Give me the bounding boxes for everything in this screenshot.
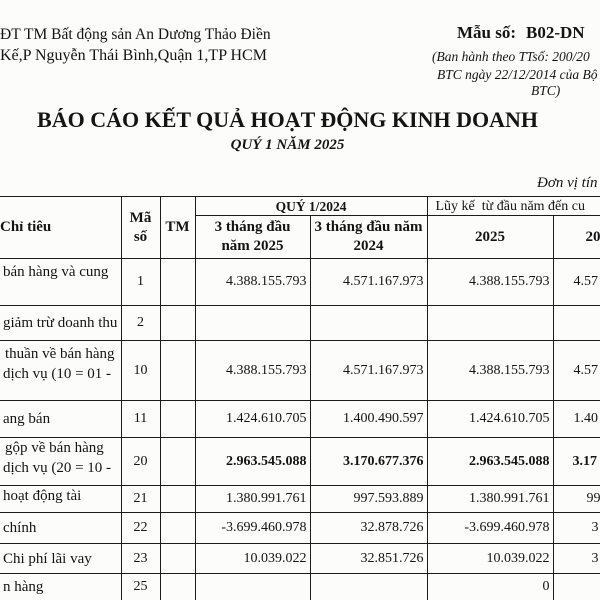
report-title: BÁO CÁO KẾT QUẢ HOẠT ĐỘNG KINH DOANH [37, 107, 538, 132]
table-header-line: 3 tháng đầu năm [314, 219, 423, 235]
row-label-line: thuần về bán hàng [5, 346, 115, 362]
row-ytd-prior: 99 [553, 486, 600, 513]
table-header-quarter-group: QUÝ 1/2024 [195, 197, 427, 216]
row-quarter-current: 2.963.545.088 [195, 438, 310, 486]
table-row [0, 341, 600, 401]
row-label [0, 574, 121, 600]
table-row [0, 513, 600, 544]
row-label-line: n hàng [3, 579, 44, 596]
report-period: QUÝ 1 NĂM 2025 [230, 137, 345, 153]
row-code: 22 [121, 513, 160, 544]
row-quarter-current: 1.380.991.761 [195, 486, 310, 513]
row-note [160, 259, 195, 306]
table-header-quarter-current [195, 216, 310, 259]
table-header-line: năm 2025 [221, 238, 284, 254]
company-address: Kế,P Nguyễn Thái Bình,Quận 1,TP HCM [0, 47, 267, 64]
row-code: 11 [121, 401, 160, 438]
company-name: ĐT TM Bất động sản An Dương Thảo Điền [0, 26, 271, 43]
row-label-line: giảm trừ doanh thu [3, 315, 118, 331]
row-label-line: bán hàng và cung [3, 264, 109, 280]
row-ytd-prior: 1.40 [553, 401, 600, 438]
row-note [160, 401, 195, 438]
row-quarter-prior: 4.571.167.973 [310, 341, 427, 401]
unit-label: Đơn vị tín [537, 175, 598, 191]
row-label [0, 259, 121, 306]
row-code: 25 [121, 574, 160, 600]
row-code: 23 [121, 544, 160, 574]
row-note [160, 544, 195, 574]
row-label-line: ang bán [3, 411, 51, 427]
row-ytd-prior: 4.57 [553, 259, 600, 306]
row-ytd-prior [553, 574, 600, 600]
table-row [0, 438, 600, 486]
row-quarter-current: 10.039.022 [195, 544, 310, 574]
row-label [0, 306, 121, 341]
table-header-line: 2024 [353, 238, 384, 254]
row-label [0, 486, 121, 513]
row-note [160, 341, 195, 401]
row-code: 2 [121, 306, 160, 341]
table-header-quarter-prior [310, 216, 427, 259]
row-label [0, 438, 121, 486]
row-quarter-current: 4.388.155.793 [195, 259, 310, 306]
table-row [0, 259, 600, 306]
row-note [160, 438, 195, 486]
issuance-note-line: (Ban hành theo TTsố: 200/20 [432, 49, 590, 64]
row-quarter-current [195, 574, 310, 600]
row-ytd-prior [553, 306, 600, 341]
issuance-note-line: BTC ngày 22/12/2014 của Bộ [437, 67, 598, 82]
row-ytd-current: 1.380.991.761 [427, 486, 553, 513]
table-row [0, 306, 600, 341]
row-ytd-current: 4.388.155.793 [427, 341, 553, 401]
table-header-code-line: số [133, 228, 148, 245]
row-quarter-prior [310, 574, 427, 600]
form-number-code: B02-DN [526, 24, 585, 42]
row-code: 10 [121, 341, 160, 401]
row-label [0, 513, 121, 544]
row-code: 21 [121, 486, 160, 513]
row-note [160, 486, 195, 513]
issuance-note-line: BTC) [531, 83, 561, 98]
row-quarter-prior: 4.571.167.973 [310, 259, 427, 306]
row-quarter-prior: 3.170.677.376 [310, 438, 427, 486]
row-quarter-prior: 997.593.889 [310, 486, 427, 513]
row-note [160, 513, 195, 544]
row-label-line: hoạt động tài [3, 488, 82, 504]
table-header-note: TM [160, 197, 195, 259]
table-header-ytd-current: 2025 [427, 216, 553, 259]
table-header-line: 3 tháng đầu [214, 219, 291, 235]
row-ytd-current [427, 306, 553, 341]
row-label [0, 341, 121, 401]
table-header-ytd-group: Lũy kế từ đầu năm đến cu [427, 197, 600, 216]
row-quarter-prior: 32.851.726 [310, 544, 427, 574]
row-quarter-current [195, 306, 310, 341]
row-label-line: chính [3, 520, 37, 536]
row-ytd-current: 1.424.610.705 [427, 401, 553, 438]
table-header-code-line: Mã [129, 209, 152, 226]
row-code: 20 [121, 438, 160, 486]
row-note [160, 306, 195, 341]
table-row [0, 574, 600, 600]
report-table [0, 196, 600, 600]
table-header-row [0, 197, 600, 216]
row-code: 1 [121, 259, 160, 306]
table-row [0, 544, 600, 574]
table-header-ytd-prior: 20 [553, 216, 600, 259]
row-quarter-current: 4.388.155.793 [195, 341, 310, 401]
row-quarter-current: -3.699.460.978 [195, 513, 310, 544]
row-ytd-current: 0 [427, 574, 553, 600]
table-row [0, 401, 600, 438]
row-note [160, 574, 195, 600]
row-ytd-current: 4.388.155.793 [427, 259, 553, 306]
row-quarter-prior [310, 306, 427, 341]
row-ytd-prior: 3 [553, 513, 600, 544]
row-ytd-prior: 3.17 [553, 438, 600, 486]
table-header-code [121, 197, 160, 259]
row-label-line: Chi phí lãi vay [3, 550, 92, 567]
row-quarter-prior: 1.400.490.597 [310, 401, 427, 438]
row-ytd-prior: 3 [553, 544, 600, 574]
row-label [0, 401, 121, 438]
row-quarter-current: 1.424.610.705 [195, 401, 310, 438]
row-label-line: dịch vụ (20 = 10 - [3, 460, 112, 476]
row-quarter-prior: 32.878.726 [310, 513, 427, 544]
table-header-indicator: Chỉ tiêu [0, 197, 121, 259]
row-ytd-prior: 4.57 [553, 341, 600, 401]
row-ytd-current: -3.699.460.978 [427, 513, 553, 544]
form-number-label: Mẫu số: [457, 24, 517, 42]
row-label [0, 544, 121, 574]
row-label-line: gộp về bán hàng [5, 440, 104, 456]
row-label-line: dịch vụ (10 = 01 - [3, 366, 112, 382]
row-ytd-current: 2.963.545.088 [427, 438, 553, 486]
table-row [0, 486, 600, 513]
income-statement-table [0, 196, 600, 600]
row-ytd-current: 10.039.022 [427, 544, 553, 574]
